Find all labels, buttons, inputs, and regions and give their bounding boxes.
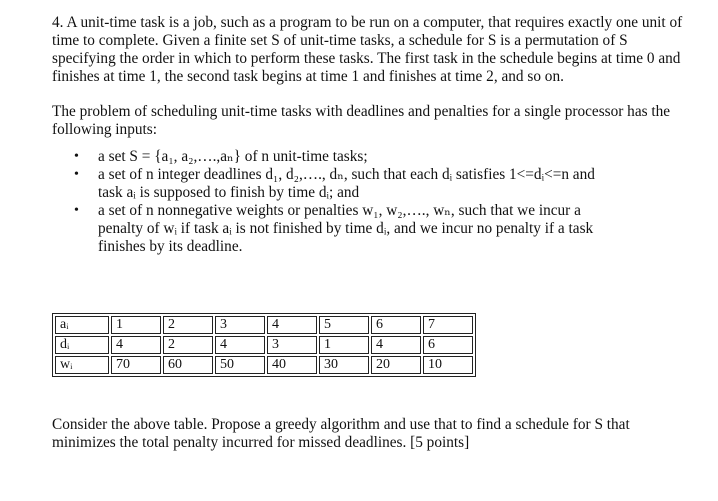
bullet-icon: •	[74, 149, 79, 164]
list-item	[52, 166, 692, 202]
closing-paragraph: Consider the above table. Propose a greedy algorithm and use that to find a schedule for S that minimizes the total penalty incurred for missed deadlines. [5 points]	[52, 416, 630, 451]
table-cell: 70	[111, 356, 161, 374]
row-label-a: aᵢ	[55, 316, 109, 334]
bullet-text-penalties: a set of n nonnegative weights or penalties w₁, w₂,…., wₙ, such that we incur a penalty of wᵢ if task aᵢ is not finished by time dᵢ, and we incur no penalty if a task finishes by its deadline.	[98, 202, 594, 255]
table-cell: 60	[163, 356, 213, 374]
table-cell: 4	[111, 336, 161, 354]
task-table	[52, 313, 476, 377]
table-row	[55, 336, 473, 354]
row-label-w: wᵢ	[55, 356, 109, 374]
table-row	[55, 356, 473, 374]
table-cell: 1	[111, 316, 161, 334]
table-cell: 10	[423, 356, 473, 374]
table-cell: 6	[371, 316, 421, 334]
table-cell: 4	[215, 336, 265, 354]
question-body	[52, 14, 692, 256]
list-item	[52, 202, 692, 256]
table-cell: 6	[423, 336, 473, 354]
list-item	[52, 148, 692, 166]
table-cell: 3	[267, 336, 317, 354]
table-cell: 7	[423, 316, 473, 334]
table-cell: 2	[163, 316, 213, 334]
bullet-icon: •	[74, 167, 79, 182]
table-cell: 20	[371, 356, 421, 374]
table-cell: 5	[319, 316, 369, 334]
intro-paragraph: 4. A unit-time task is a job, such as a program to be run on a computer, that requires exactly one unit of time to complete. Given a finite set S of unit-time tasks, a schedule for S is a permutation of S specifying the order in which to perform these tasks. The first task in the schedule begins at time 0 and finishes at time 1, the second task begins at time 1 and finishes at time 2, and so on.	[52, 14, 683, 85]
bullet-text-tasks: a set S = {a₁, a₂,….,aₙ} of n unit-time tasks;	[98, 148, 368, 165]
problem-paragraph: The problem of scheduling unit-time tasks with deadlines and penalties for a single processor has the following inputs:	[52, 103, 671, 138]
bullet-text-deadlines: a set of n integer deadlines d₁, d₂,…., dₙ, such that each dᵢ satisfies 1<=dᵢ<=n and task aᵢ is supposed to finish by time dᵢ; and	[98, 166, 595, 201]
input-list	[52, 148, 692, 256]
table-cell: 1	[319, 336, 369, 354]
table-cell: 4	[267, 316, 317, 334]
table-cell: 3	[215, 316, 265, 334]
table-cell: 50	[215, 356, 265, 374]
bullet-icon: •	[74, 203, 79, 218]
table-cell: 4	[371, 336, 421, 354]
row-label-d: dᵢ	[55, 336, 109, 354]
table-row	[55, 316, 473, 334]
table-cell: 2	[163, 336, 213, 354]
table-cell: 30	[319, 356, 369, 374]
table-cell: 40	[267, 356, 317, 374]
